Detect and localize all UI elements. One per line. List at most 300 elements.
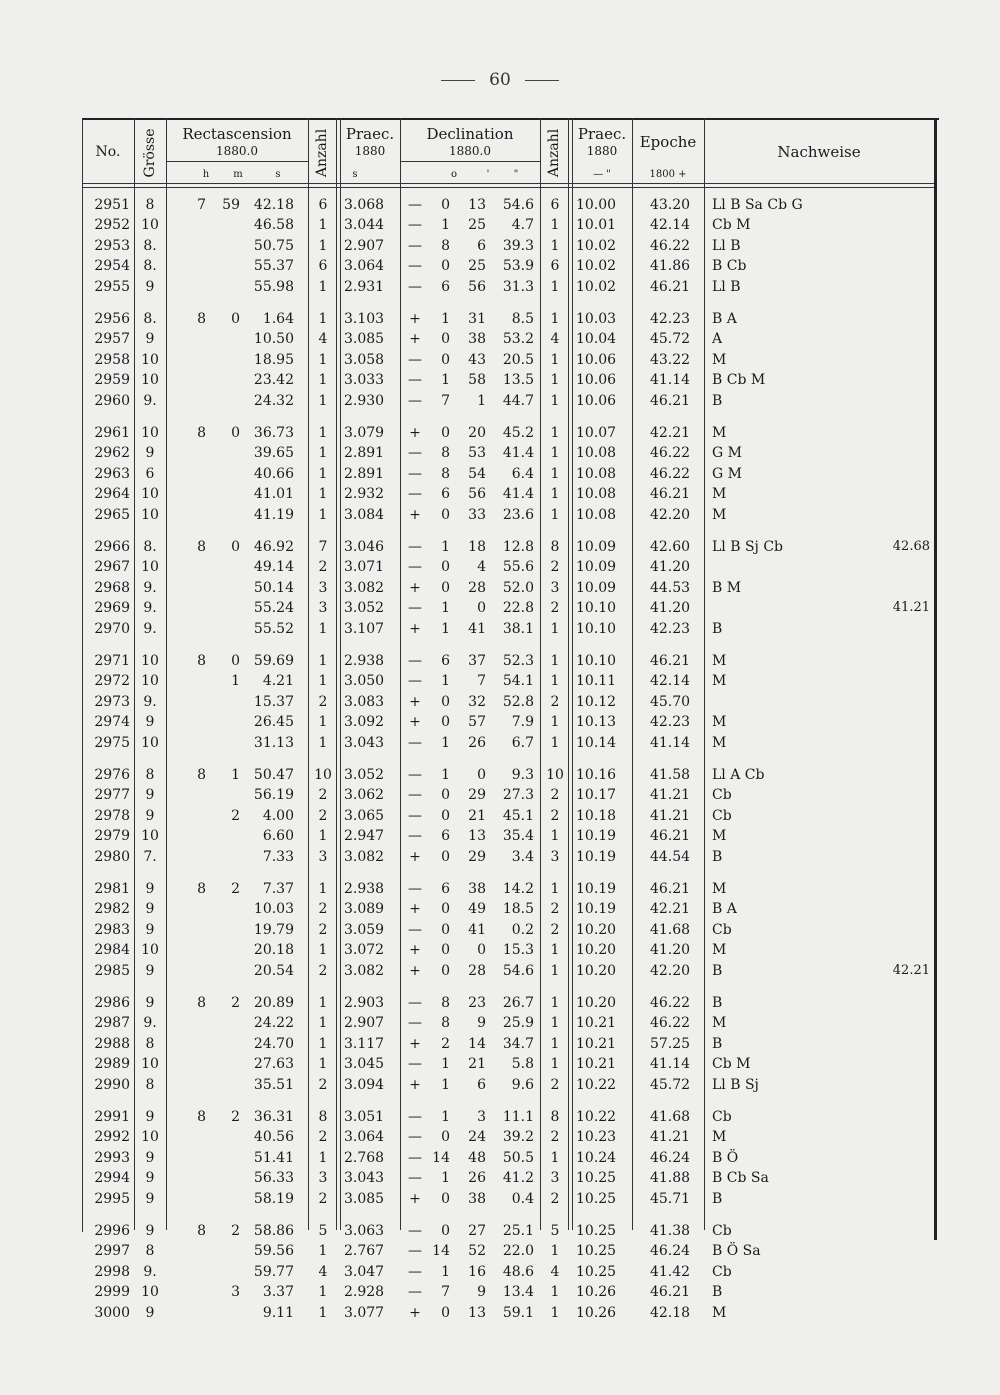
cell-decl-min: 7 (477, 673, 486, 690)
cell-groesse: 9. (143, 693, 157, 710)
cell-praec-2: 10.14 (576, 734, 617, 751)
ra-subrule (166, 161, 308, 162)
cell-decl-sign: — (408, 600, 422, 617)
cell-praec-2: 10.20 (576, 962, 617, 979)
cell-ra-m (214, 599, 240, 618)
col-rule (336, 118, 337, 1230)
cell-praec-2: 10.13 (576, 714, 617, 731)
cell-nachweise: Cb (712, 1223, 732, 1239)
cell-nachweise: M (712, 653, 727, 669)
cell-ra-m: 1 (231, 673, 240, 690)
cell-decl-min: 13 (468, 1304, 486, 1321)
cell-ra-h (184, 579, 206, 598)
cell-anzahl-2: 2 (550, 921, 560, 938)
cell-groesse: 9 (145, 807, 155, 824)
header-epoche: Epoche (639, 133, 697, 151)
cell-decl-deg: 1 (441, 1109, 450, 1125)
cell-decl-sign: — (408, 921, 422, 938)
cell-decl-sign: + (409, 506, 421, 523)
cell-praec-2: 10.26 (576, 1284, 617, 1301)
cell-groesse: 10 (141, 425, 159, 441)
cell-anzahl-2: 1 (550, 351, 560, 368)
cell-anzahl-1: 1 (318, 372, 328, 389)
cell-anzahl-2: 1 (550, 217, 560, 234)
cell-ra-m (214, 786, 240, 805)
cell-ra-h (184, 921, 206, 940)
cell-ra-h (184, 962, 206, 981)
cell-epoche: 41.14 (649, 734, 691, 751)
cell-nachweise: Ll B Sj (712, 1076, 759, 1093)
cell-nachweise: Ll B Sa Cb G (712, 197, 803, 213)
cell-decl-deg: 1 (441, 1263, 450, 1280)
cell-decl-sign: — (408, 1109, 422, 1125)
cell-decl-sign: + (409, 901, 421, 918)
cell-groesse: 8. (143, 258, 157, 275)
cell-decl-sign: + (409, 1190, 421, 1207)
cell-decl-sec: 54.1 (502, 673, 534, 690)
header-praec-1-unit: s (352, 169, 358, 180)
cell-decl-sign: + (409, 1035, 421, 1052)
cell-ra-m (214, 485, 240, 504)
cell-ra-s: 20.54 (253, 962, 294, 979)
cell-decl-min: 38 (468, 1190, 486, 1207)
cell-praec-2: 10.21 (576, 1056, 617, 1073)
cell-groesse: 8 (145, 1035, 155, 1052)
cell-anzahl-1: 1 (318, 714, 328, 731)
cell-no: 2957 (94, 331, 130, 348)
cell-no: 2981 (94, 881, 130, 897)
cell-nachweise: M (712, 351, 727, 368)
cell-decl-sign: — (408, 1284, 422, 1301)
cell-decl-min: 31 (468, 311, 486, 327)
cell-decl-sign: + (409, 620, 421, 637)
cell-decl-sign: — (408, 881, 422, 897)
cell-decl-sign: — (408, 258, 422, 275)
cell-ra-s: 24.70 (253, 1035, 294, 1052)
cell-no: 2978 (94, 807, 130, 824)
cell-ra-h (184, 237, 206, 256)
cell-epoche: 45.72 (649, 1076, 691, 1093)
cell-epoche: 41.21 (649, 787, 691, 804)
cell-ra-h (184, 941, 206, 960)
cell-anzahl-2: 1 (550, 465, 560, 482)
cell-decl-min: 53 (468, 445, 486, 462)
cell-decl-deg: 7 (441, 392, 450, 409)
cell-decl-deg: 1 (441, 1056, 450, 1073)
cell-decl-deg: 1 (441, 767, 450, 783)
cell-praec-1: 3.079 (344, 425, 385, 441)
cell-groesse: 9 (145, 1170, 155, 1187)
cell-ra-m (214, 237, 240, 256)
cell-decl-sign: — (408, 351, 422, 368)
cell-praec-2: 10.08 (576, 486, 617, 503)
cell-anzahl-2: 4 (550, 331, 560, 348)
cell-anzahl-1: 1 (318, 1056, 328, 1073)
cell-no: 2958 (94, 351, 130, 368)
cell-ra-s: 4.21 (262, 673, 294, 690)
cell-ra-s: 3.37 (262, 1284, 294, 1301)
cell-groesse: 9 (145, 901, 155, 918)
cell-anzahl-2: 2 (550, 559, 560, 576)
cell-decl-deg: 1 (441, 311, 450, 327)
cell-decl-min: 52 (468, 1243, 486, 1260)
cell-anzahl-2: 1 (550, 506, 560, 523)
cell-ra-m: 2 (231, 995, 240, 1011)
cell-decl-min: 18 (468, 539, 486, 555)
cell-ra-h (184, 827, 206, 846)
cell-epoche: 46.22 (649, 995, 691, 1011)
cell-groesse: 8 (145, 1076, 155, 1093)
cell-ra-m (214, 558, 240, 577)
cell-ra-m (214, 962, 240, 981)
cell-decl-deg: 7 (441, 1284, 450, 1301)
cell-praec-1: 2.928 (344, 1284, 385, 1301)
cell-ra-s: 4.00 (262, 807, 294, 824)
cell-nachweise: M (712, 673, 727, 690)
cell-epoche: 46.21 (649, 486, 691, 503)
cell-nachweise: Cb M (712, 217, 751, 234)
cell-praec-1: 2.768 (344, 1149, 385, 1166)
cell-decl-deg: 0 (441, 787, 450, 804)
cell-decl-sec: 44.7 (502, 392, 534, 409)
cell-decl-min: 4 (477, 559, 486, 576)
cell-decl-deg: 14 (432, 1243, 450, 1260)
cell-ra-s: 27.63 (253, 1056, 294, 1073)
cell-ra-h (184, 392, 206, 411)
cell-anzahl-1: 2 (318, 901, 328, 918)
cell-ra-h (184, 216, 206, 235)
cell-groesse: 10 (141, 372, 159, 389)
cell-ra-s: 20.89 (253, 995, 294, 1011)
cell-decl-sign: — (408, 734, 422, 751)
cell-decl-min: 9 (477, 1284, 486, 1301)
cell-praec-2: 10.24 (576, 1149, 617, 1166)
header-decl-epoch: 1880.0 (449, 144, 491, 158)
cell-anzahl-2: 1 (550, 828, 560, 845)
cell-epoche: 42.21 (649, 425, 691, 441)
cell-epoche: 42.23 (649, 714, 691, 731)
cell-decl-min: 54 (468, 465, 486, 482)
cell-praec-2: 10.02 (576, 237, 617, 254)
cell-decl-sec: 5.8 (511, 1056, 534, 1073)
cell-decl-sign: + (409, 331, 421, 348)
cell-anzahl-1: 3 (318, 600, 328, 617)
cell-epoche: 42.14 (649, 673, 691, 690)
cell-ra-h (184, 1304, 206, 1323)
cell-decl-min: 25 (468, 258, 486, 275)
cell-ra-m (214, 1169, 240, 1188)
cell-groesse: 8 (145, 1243, 155, 1260)
cell-decl-min: 0 (477, 942, 486, 959)
cell-ra-h (184, 693, 206, 712)
cell-decl-deg: 0 (441, 197, 450, 213)
cell-epoche: 41.14 (649, 1056, 691, 1073)
cell-praec-1: 2.938 (344, 653, 385, 669)
cell-anzahl-1: 5 (318, 1223, 328, 1239)
cell-ra-s: 58.19 (253, 1190, 294, 1207)
cell-anzahl-2: 1 (550, 1015, 560, 1032)
cell-epoche: 46.22 (649, 465, 691, 482)
cell-ra-h (184, 278, 206, 297)
cell-decl-min: 26 (468, 734, 486, 751)
cell-decl-min: 0 (477, 600, 486, 617)
cell-epoche: 46.24 (649, 1149, 691, 1166)
cell-ra-s: 23.42 (253, 372, 294, 389)
cell-anzahl-2: 1 (550, 714, 560, 731)
cell-decl-sec: 11.1 (502, 1109, 534, 1125)
cell-decl-min: 0 (477, 767, 486, 783)
cell-ra-s: 20.18 (253, 942, 294, 959)
cell-anzahl-2: 1 (550, 653, 560, 669)
cell-anzahl-2: 6 (550, 258, 560, 275)
cell-anzahl-2: 1 (550, 620, 560, 637)
cell-anzahl-2: 1 (550, 1304, 560, 1321)
cell-decl-sign: + (409, 693, 421, 710)
cell-nachweise: B Cb (712, 258, 747, 275)
cell-nachweise: G M (712, 465, 742, 482)
cell-decl-sec: 13.4 (502, 1284, 534, 1301)
cell-groesse: 10 (141, 734, 159, 751)
cell-praec-1: 3.062 (344, 787, 385, 804)
cell-decl-sec: 14.2 (502, 881, 534, 897)
cell-nachweise: Ll B (712, 278, 741, 295)
margin-note: 42.68 (892, 539, 930, 554)
cell-nachweise: Cb (712, 807, 732, 824)
header-ra-m: m (233, 169, 243, 180)
cell-decl-deg: 0 (441, 425, 450, 441)
cell-anzahl-1: 1 (318, 445, 328, 462)
cell-ra-s: 40.66 (253, 465, 294, 482)
cell-praec-2: 10.25 (576, 1223, 617, 1239)
header-nachweise: Nachweise (777, 143, 861, 161)
cell-anzahl-1: 1 (318, 653, 328, 669)
cell-decl-sign: — (408, 445, 422, 462)
cell-ra-h (184, 807, 206, 826)
header-decl-min: ' (486, 169, 490, 180)
cell-decl-deg: 8 (441, 995, 450, 1011)
cell-ra-m (214, 371, 240, 390)
cell-decl-min: 48 (468, 1149, 486, 1166)
cell-anzahl-1: 2 (318, 559, 328, 576)
cell-ra-h (184, 330, 206, 349)
cell-decl-sign: — (408, 807, 422, 824)
cell-ra-h (184, 1283, 206, 1302)
header-praec-2-epoch: 1880 (586, 144, 618, 158)
cell-ra-h: 8 (197, 995, 206, 1011)
cell-decl-min: 16 (468, 1263, 486, 1280)
cell-nachweise (712, 693, 862, 712)
cell-groesse: 8. (143, 539, 157, 555)
cell-decl-sign: — (408, 673, 422, 690)
cell-anzahl-2: 8 (550, 1109, 560, 1125)
cell-ra-h (184, 351, 206, 370)
cell-decl-sec: 22.0 (502, 1243, 534, 1260)
cell-praec-1: 3.058 (344, 351, 385, 368)
header-praec-1-title: Praec. (345, 125, 395, 143)
cell-praec-1: 3.077 (344, 1304, 385, 1321)
cell-decl-min: 23 (468, 995, 486, 1011)
cell-decl-deg: 0 (441, 331, 450, 348)
cell-nachweise: B M (712, 579, 742, 596)
cell-praec-1: 3.084 (344, 506, 385, 523)
cell-anzahl-2: 2 (550, 1190, 560, 1207)
cell-decl-min: 1 (477, 392, 486, 409)
cell-ra-s: 1.64 (262, 311, 294, 327)
cell-ra-m (214, 827, 240, 846)
cell-nachweise: B (712, 1035, 723, 1052)
cell-anzahl-1: 1 (318, 620, 328, 637)
header-rule-double (82, 187, 934, 188)
cell-praec-2: 10.12 (576, 693, 617, 710)
cell-praec-2: 10.19 (576, 901, 617, 918)
cell-decl-deg: 0 (441, 942, 450, 959)
cell-anzahl-1: 1 (318, 237, 328, 254)
cell-praec-1: 3.064 (344, 258, 385, 275)
cell-anzahl-1: 1 (318, 1149, 328, 1166)
cell-decl-min: 57 (468, 714, 486, 731)
cell-groesse: 10 (141, 506, 159, 523)
cell-no: 2962 (94, 445, 130, 462)
cell-decl-sec: 27.3 (502, 787, 534, 804)
cell-anzahl-2: 1 (550, 392, 560, 409)
cell-nachweise: B Ö Sa (712, 1243, 761, 1260)
cell-anzahl-1: 4 (318, 331, 328, 348)
cell-praec-2: 10.02 (576, 278, 617, 295)
cell-nachweise: B Cb Sa (712, 1170, 769, 1187)
cell-decl-sec: 45.1 (502, 807, 534, 824)
cell-decl-deg: 8 (441, 445, 450, 462)
cell-no: 2993 (94, 1149, 130, 1166)
cell-anzahl-2: 1 (550, 1243, 560, 1260)
cell-groesse: 10 (141, 653, 159, 669)
cell-decl-min: 56 (468, 486, 486, 503)
cell-ra-m: 0 (231, 311, 240, 327)
cell-praec-1: 3.107 (344, 620, 385, 637)
cell-no: 2984 (94, 942, 130, 959)
cell-epoche: 44.53 (649, 579, 691, 596)
cell-anzahl-2: 2 (550, 693, 560, 710)
cell-praec-1: 3.052 (344, 600, 385, 617)
cell-ra-m (214, 351, 240, 370)
cell-praec-1: 3.044 (344, 217, 385, 234)
cell-decl-deg: 0 (441, 1190, 450, 1207)
cell-praec-1: 3.043 (344, 734, 385, 751)
cell-praec-2: 10.16 (576, 767, 617, 783)
cell-praec-2: 10.01 (576, 217, 617, 234)
cell-decl-sec: 41.4 (502, 486, 534, 503)
cell-decl-deg: 6 (441, 278, 450, 295)
cell-groesse: 10 (141, 673, 159, 690)
cell-ra-h (184, 1076, 206, 1095)
cell-decl-min: 13 (468, 828, 486, 845)
cell-praec-1: 3.082 (344, 579, 385, 596)
cell-anzahl-1: 1 (318, 1035, 328, 1052)
cell-praec-2: 10.22 (576, 1109, 617, 1125)
decl-subrule (400, 161, 540, 162)
cell-praec-1: 3.047 (344, 1263, 385, 1280)
cell-nachweise: A (712, 331, 723, 348)
cell-ra-h (184, 1128, 206, 1147)
cell-decl-sec: 8.5 (511, 311, 534, 327)
cell-decl-sign: — (408, 1223, 422, 1239)
cell-decl-sec: 22.8 (502, 600, 534, 617)
cell-no: 2999 (94, 1284, 130, 1301)
cell-decl-sec: 23.6 (502, 506, 534, 523)
cell-no: 2980 (94, 848, 130, 865)
cell-groesse: 9. (143, 579, 157, 596)
cell-anzahl-1: 6 (318, 197, 328, 213)
cell-anzahl-2: 1 (550, 1149, 560, 1166)
cell-decl-min: 13 (468, 197, 486, 213)
cell-epoche: 45.71 (649, 1190, 691, 1207)
cell-decl-sec: 13.5 (502, 372, 534, 389)
cell-praec-2: 10.06 (576, 392, 617, 409)
cell-nachweise: M (712, 506, 727, 523)
cell-no: 2970 (94, 620, 130, 637)
cell-anzahl-2: 3 (550, 1170, 560, 1187)
cell-ra-m (214, 444, 240, 463)
cell-no: 2974 (94, 714, 130, 731)
cell-anzahl-2: 1 (550, 1056, 560, 1073)
cell-ra-s: 26.45 (253, 714, 294, 731)
cell-praec-2: 10.21 (576, 1035, 617, 1052)
cell-ra-h (184, 848, 206, 867)
cell-praec-2: 10.18 (576, 807, 617, 824)
cell-decl-min: 38 (468, 881, 486, 897)
cell-no: 2961 (94, 425, 130, 441)
cell-nachweise: B (712, 848, 723, 865)
cell-decl-sign: — (408, 1170, 422, 1187)
cell-decl-min: 21 (468, 807, 486, 824)
cell-decl-min: 6 (477, 1076, 486, 1093)
cell-decl-deg: 0 (441, 258, 450, 275)
cell-groesse: 10 (141, 486, 159, 503)
cell-praec-2: 10.20 (576, 995, 617, 1011)
cell-epoche: 41.68 (649, 921, 691, 938)
cell-anzahl-2: 1 (550, 942, 560, 959)
cell-decl-sign: — (408, 1056, 422, 1073)
cell-anzahl-2: 1 (550, 881, 560, 897)
cell-epoche: 45.70 (649, 693, 691, 710)
cell-praec-1: 3.089 (344, 901, 385, 918)
cell-decl-deg: 0 (441, 579, 450, 596)
cell-anzahl-1: 1 (318, 673, 328, 690)
cell-groesse: 9 (145, 787, 155, 804)
cell-decl-min: 41 (468, 921, 486, 938)
cell-groesse: 9 (145, 962, 155, 979)
cell-decl-min: 28 (468, 579, 486, 596)
cell-praec-1: 3.094 (344, 1076, 385, 1093)
cell-anzahl-1: 2 (318, 807, 328, 824)
cell-decl-sign: + (409, 962, 421, 979)
cell-ra-h: 8 (197, 1223, 206, 1239)
cell-no: 2952 (94, 217, 130, 234)
cell-anzahl-2: 8 (550, 539, 560, 555)
cell-praec-1: 2.891 (344, 465, 385, 482)
cell-ra-m: 2 (231, 881, 240, 897)
cell-nachweise: B (712, 1284, 723, 1301)
cell-praec-1: 2.931 (344, 278, 385, 295)
cell-epoche: 46.21 (649, 653, 691, 669)
cell-praec-1: 3.052 (344, 767, 385, 783)
cell-epoche: 41.42 (649, 1263, 691, 1280)
cell-anzahl-2: 2 (550, 787, 560, 804)
cell-ra-m (214, 506, 240, 525)
cell-anzahl-2: 10 (546, 767, 564, 783)
cell-no: 2994 (94, 1170, 130, 1187)
col-rule (400, 118, 401, 1230)
cell-ra-h: 8 (197, 653, 206, 669)
